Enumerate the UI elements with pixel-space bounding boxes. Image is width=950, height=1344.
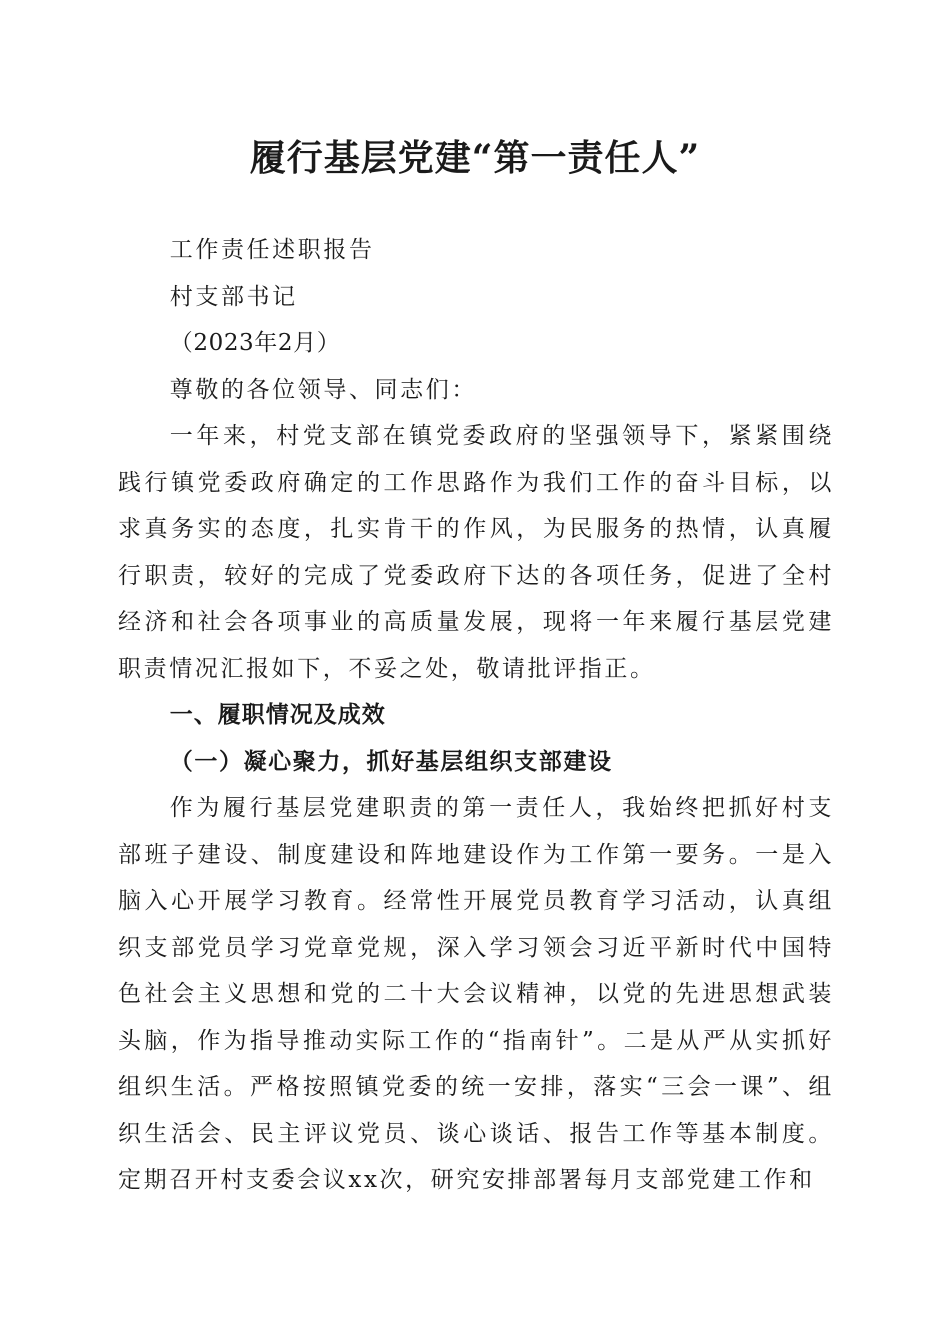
report-subtitle: 工作责任述职报告 xyxy=(169,237,375,263)
report-date: （2023年2月） xyxy=(169,330,341,356)
intro-paragraph: 一年来，村党支部在镇党委政府的坚强领导下，紧紧围绕践行镇党委政府确定的工作思路作为我们工作的奋斗目标，以求真务实的态度，扎实肯干的作风，为民服务的热情，认真履行职责，较好的完成了党委政府下达的各项任务，促进了全村经济和社会各项事业的高质量发展，现将一年来履行基层党建职责情况汇报如下，不妥之处，敬请批评指正。 xyxy=(118,423,834,682)
salutation: 尊敬的各位领导、同志们： xyxy=(169,376,477,403)
document-body xyxy=(118,227,834,1204)
subsection-heading-1: （一）凝心聚力，抓好基层组织支部建设 xyxy=(169,747,613,775)
section-heading-1: 一、履职情况及成效 xyxy=(169,702,386,728)
subsection-paragraph-1: 作为履行基层党建职责的第一责任人，我始终把抓好村支部班子建设、制度建设和阵地建设作为工作第一要务。一是入脑入心开展学习教育。经常性开展党员教育学习活动，认真组织支部党员学习党章党规，深入学习领会习近平新时代中国特色社会主义思想和党的二十大会议精神，以党的先进思想武装头脑，作为指导推动实际工作的“指南针”。二是从严从实抓好组织生活。严格按照镇党委的统一安排，落实“三会一课”、组织生活会、民主评议党员、谈心谈话、报告工作等基本制度。定期召开村支委会议xx次，研究安排部署每月支部党建工作和 xyxy=(118,795,834,1193)
author-role: 村支部书记 xyxy=(169,283,298,310)
document-title: 履行基层党建“第一责任人” xyxy=(249,137,701,179)
